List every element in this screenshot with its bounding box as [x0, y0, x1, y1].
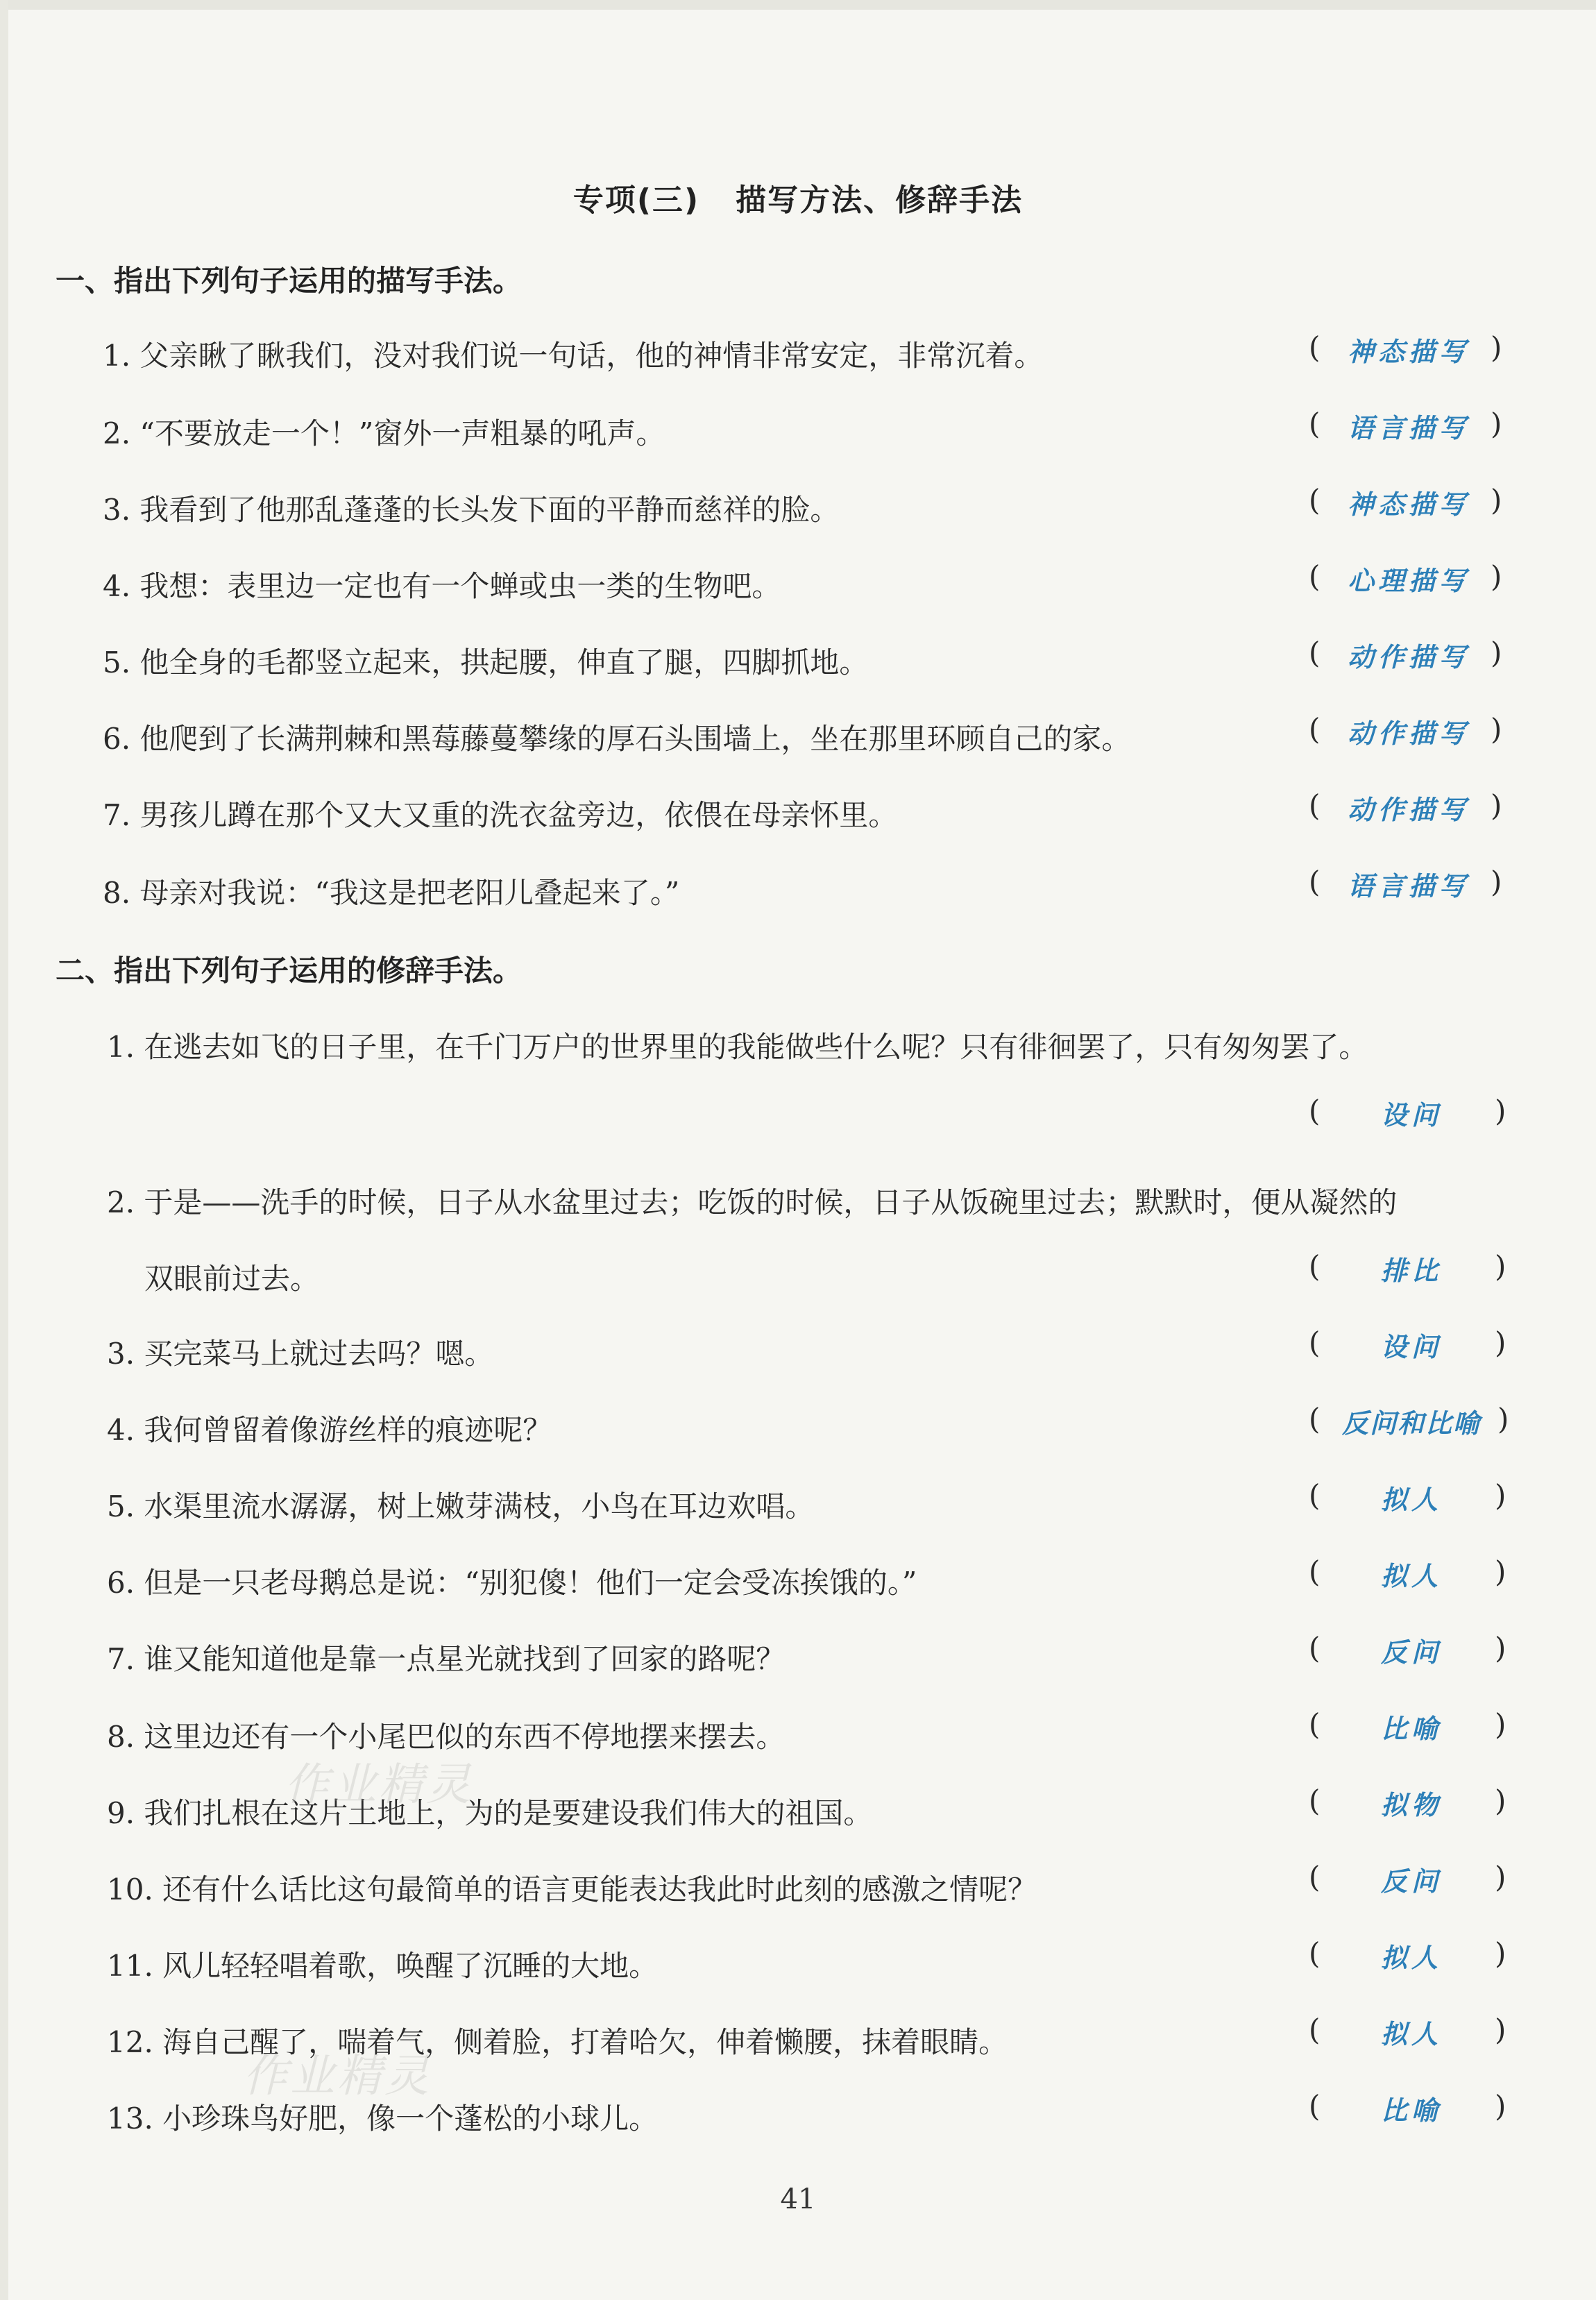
s2-question-6: 6. 但是一只老母鹅总是说：“别犯傻！他们一定会受冻挨饿的。”: [107, 1566, 917, 1600]
s2-answer-3: 设问: [1380, 1332, 1442, 1362]
paren-open: (: [1309, 559, 1321, 593]
paren-close: ): [1491, 407, 1502, 441]
s2-question-2-continued: 双眼前过去。: [144, 1262, 320, 1296]
s2-answer-9: 拟物: [1380, 1790, 1442, 1820]
paren-close: ): [1491, 636, 1502, 670]
paren-open: (: [1309, 483, 1321, 517]
s2-answer-7: 反问: [1380, 1637, 1442, 1668]
paren-close: ): [1495, 2013, 1506, 2047]
paren-close: ): [1495, 1555, 1506, 1589]
s1-question-7: 7. 男孩儿蹲在那个又大又重的洗衣盆旁边，依偎在母亲怀里。: [103, 798, 898, 832]
s2-answer-8: 比喻: [1380, 1714, 1442, 1744]
section-2-heading: 二、指出下列句子运用的修辞手法。: [56, 954, 523, 988]
s1-answer-8: 语言描写: [1347, 871, 1470, 902]
paren-open: (: [1309, 788, 1321, 822]
paren-open: (: [1309, 1402, 1321, 1436]
s2-question-8: 8. 这里边还有一个小尾巴似的东西不停地摆来摆去。: [107, 1720, 786, 1754]
paren-close: ): [1495, 1326, 1506, 1360]
s2-question-4: 4. 我何曾留着像游丝样的痕迹呢？: [107, 1413, 552, 1447]
title-topic: 描写方法、修辞手法: [736, 183, 1024, 218]
s1-answer-5: 动作描写: [1347, 642, 1470, 673]
section-1-heading: 一、指出下列句子运用的描写手法。: [56, 264, 523, 298]
s1-answer-3: 神态描写: [1347, 489, 1470, 520]
s1-answer-1: 神态描写: [1347, 337, 1470, 367]
s2-question-5: 5. 水渠里流水潺潺，树上嫩芽满枝，小鸟在耳边欢唱。: [107, 1489, 815, 1523]
paren-open: (: [1309, 712, 1321, 746]
paren-close: ): [1495, 1860, 1506, 1894]
paren-open: (: [1309, 1936, 1321, 1970]
s2-question-7: 7. 谁又能知道他是靠一点星光就找到了回家的路呢？: [107, 1642, 786, 1676]
s2-answer-13: 比喻: [1380, 2095, 1442, 2126]
paren-open: (: [1309, 865, 1321, 899]
page-number: 41: [780, 2183, 816, 2215]
s1-question-2: 2. “不要放走一个！”窗外一声粗暴的吼声。: [103, 416, 665, 450]
paren-close: ): [1491, 483, 1502, 517]
paren-open: (: [1309, 1326, 1321, 1360]
s1-answer-6: 动作描写: [1347, 718, 1470, 749]
page-title: [0, 175, 1596, 219]
s2-answer-11: 拟人: [1380, 1943, 1442, 1973]
watermark: 作业精灵: [285, 1759, 473, 1811]
s1-question-5: 5. 他全身的毛都竖立起来，拱起腰，伸直了腿，四脚抓地。: [103, 645, 869, 679]
paren-open: (: [1309, 1555, 1321, 1589]
s1-answer-4: 心理描写: [1347, 566, 1470, 596]
paren-close: ): [1495, 1936, 1506, 1970]
paren-open: (: [1309, 636, 1321, 670]
paren-close: ): [1495, 1707, 1506, 1741]
paren-open: (: [1309, 1094, 1321, 1128]
s2-question-13: 13. 小珍珠鸟好肥，像一个蓬松的小球儿。: [107, 2102, 659, 2136]
title-label: 专项(三): [572, 183, 700, 218]
paren-close: ): [1495, 2089, 1506, 2123]
s2-question-2: 2. 于是——洗手的时候，日子从水盆里过去；吃饭的时候，日子从饭碗里过去；默默时，便从凝然的: [107, 1185, 1398, 1219]
s1-question-6: 6. 他爬到了长满荆棘和黑莓藤蔓攀缘的厚石头围墙上，坐在那里环顾自己的家。: [103, 722, 1131, 756]
s1-question-8: 8. 母亲对我说：“我这是把老阳儿叠起来了。”: [103, 876, 680, 910]
paren-close: ): [1495, 1249, 1506, 1283]
paren-close: ): [1495, 1094, 1506, 1128]
page-left-edge: [0, 0, 8, 2300]
s2-answer-1: 设问: [1380, 1100, 1442, 1131]
paren-open: (: [1309, 1249, 1321, 1283]
s2-question-9: 9. 我们扎根在这片土地上，为的是要建设我们伟大的祖国。: [107, 1796, 873, 1830]
paren-close: ): [1491, 788, 1502, 822]
s2-question-10: 10. 还有什么话比这句最简单的语言更能表达我此时此刻的感激之情呢？: [107, 1872, 1037, 1906]
s1-answer-2: 语言描写: [1347, 413, 1470, 443]
paren-close: ): [1495, 1478, 1506, 1512]
paren-close: ): [1491, 865, 1502, 899]
paren-open: (: [1309, 330, 1321, 364]
paren-open: (: [1309, 2013, 1321, 2047]
s2-answer-6: 拟人: [1380, 1561, 1442, 1591]
paren-close: ): [1491, 712, 1502, 746]
s1-answer-7: 动作描写: [1347, 795, 1470, 825]
s2-answer-4: 反问和比喻: [1341, 1408, 1481, 1439]
s2-answer-10: 反问: [1380, 1866, 1442, 1897]
paren-open: (: [1309, 1478, 1321, 1512]
paren-open: (: [1309, 1860, 1321, 1894]
s2-answer-2: 排比: [1380, 1255, 1442, 1286]
page-top-edge: [0, 0, 1596, 10]
s2-question-11: 11. 风儿轻轻唱着歌，唤醒了沉睡的大地。: [107, 1949, 659, 1983]
paren-open: (: [1309, 2089, 1321, 2123]
s2-question-1: 1. 在逃去如飞的日子里，在千门万户的世界里的我能做些什么呢？只有徘徊罢了，只有匆匆罢了。: [107, 1030, 1368, 1064]
s1-question-3: 3. 我看到了他那乱蓬蓬的长头发下面的平静而慈祥的脸。: [103, 493, 840, 527]
paren-close: ): [1497, 1402, 1509, 1436]
paren-open: (: [1309, 1707, 1321, 1741]
paren-close: ): [1495, 1631, 1506, 1665]
paren-open: (: [1309, 1631, 1321, 1665]
s2-question-12: 12. 海自己醒了，喘着气，侧着脸，打着哈欠，伸着懒腰，抹着眼睛。: [107, 2025, 1008, 2059]
s1-question-4: 4. 我想：表里边一定也有一个蝉或虫一类的生物吧。: [103, 569, 781, 603]
paren-close: ): [1491, 559, 1502, 593]
s2-answer-12: 拟人: [1380, 2019, 1442, 2049]
s1-question-1: 1. 父亲瞅了瞅我们，没对我们说一句话，他的神情非常安定，非常沉着。: [103, 339, 1044, 373]
watermark: 作业精灵: [243, 2051, 432, 2102]
s2-answer-5: 拟人: [1380, 1485, 1442, 1515]
paren-close: ): [1491, 330, 1502, 364]
s2-question-3: 3. 买完菜马上就过去吗？嗯。: [107, 1337, 494, 1371]
paren-open: (: [1309, 1784, 1321, 1818]
paren-open: (: [1309, 407, 1321, 441]
paren-close: ): [1495, 1784, 1506, 1818]
